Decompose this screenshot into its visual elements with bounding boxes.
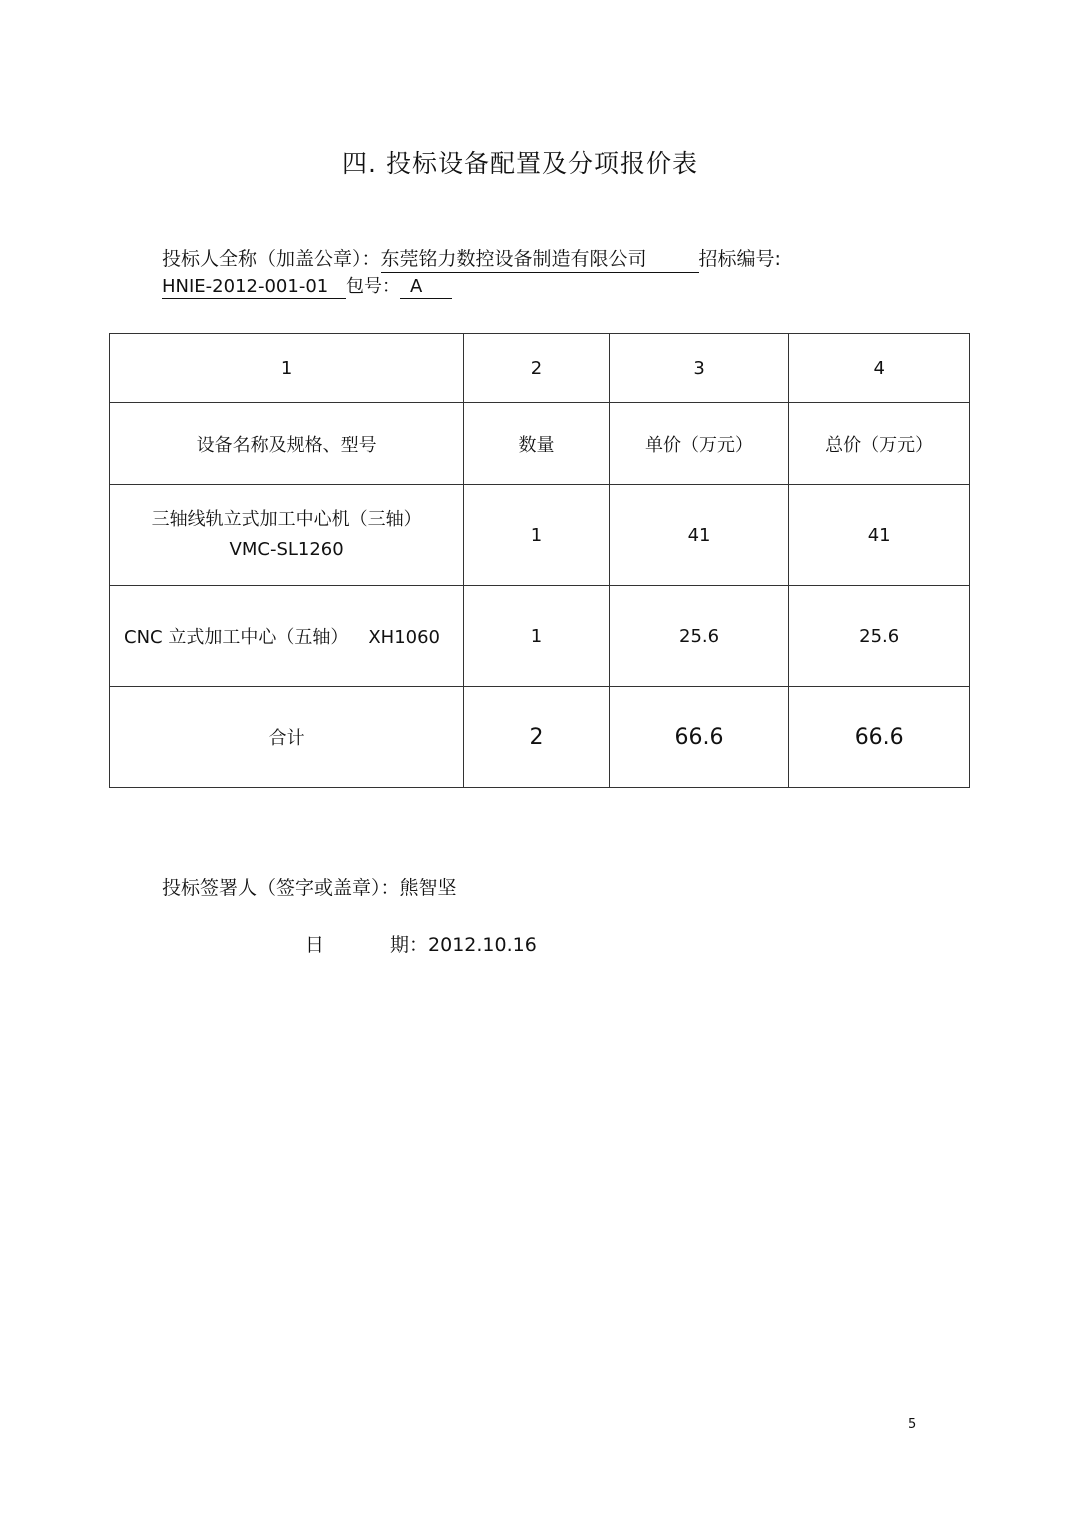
- company-name: 东莞铭力数控设备制造有限公司: [381, 244, 699, 273]
- header-row: [110, 403, 970, 485]
- signature-line: [162, 873, 457, 900]
- quantity-cell: 1: [464, 485, 610, 586]
- equipment-name-cell: [110, 586, 464, 687]
- table-row: [110, 586, 970, 687]
- unit-price-cell: 25.6: [609, 586, 789, 687]
- total-price-cell: 25.6: [789, 586, 970, 687]
- total-total-price: 66.6: [789, 687, 970, 788]
- total-price-cell: 41: [789, 485, 970, 586]
- date-value: 2012.10.16: [428, 934, 537, 956]
- col-number: 1: [110, 334, 464, 403]
- col-number: 3: [609, 334, 789, 403]
- equipment-name: CNC 立式加工中心（五轴）: [124, 627, 349, 648]
- header-unit-price: 单价（万元）: [609, 403, 789, 485]
- bidder-label: 投标人全称（加盖公章）：: [162, 248, 381, 270]
- equipment-name-cell: [110, 485, 464, 586]
- total-label: 合计: [110, 687, 464, 788]
- header-quantity: 数量: [464, 403, 610, 485]
- column-number-row: [110, 334, 970, 403]
- quote-table: [109, 333, 970, 788]
- page-title: 四. 投标设备配置及分项报价表: [342, 149, 698, 178]
- tender-no: HNIE-2012-001-01: [162, 276, 346, 299]
- page-number: 5: [908, 1417, 917, 1432]
- date-label-right: 期：: [390, 934, 429, 956]
- header-total-price: 总价（万元）: [789, 403, 970, 485]
- col-number: 4: [789, 334, 970, 403]
- package-label: 包号：: [346, 276, 400, 297]
- total-row: [110, 687, 970, 788]
- equipment-name: 三轴线轨立式加工中心机（三轴）: [151, 509, 422, 530]
- bidder-info-line: [162, 244, 781, 273]
- signatory-name: 熊智坚: [399, 877, 457, 899]
- total-quantity: 2: [464, 687, 610, 788]
- date-line: [305, 930, 537, 957]
- quantity-cell: 1: [464, 586, 610, 687]
- table-row: [110, 485, 970, 586]
- header-equipment-name: 设备名称及规格、型号: [110, 403, 464, 485]
- tender-no-label: 招标编号:: [698, 248, 781, 270]
- tender-info-line: [162, 272, 452, 299]
- date-label-left: 日: [305, 934, 325, 956]
- package-value: A: [400, 276, 452, 299]
- equipment-model: VMC-SL1260: [229, 539, 344, 560]
- signature-label: 投标签署人（签字或盖章）：: [162, 877, 400, 899]
- col-number: 2: [464, 334, 610, 403]
- total-unit-price: 66.6: [609, 687, 789, 788]
- equipment-model: XH1060: [368, 627, 441, 648]
- unit-price-cell: 41: [609, 485, 789, 586]
